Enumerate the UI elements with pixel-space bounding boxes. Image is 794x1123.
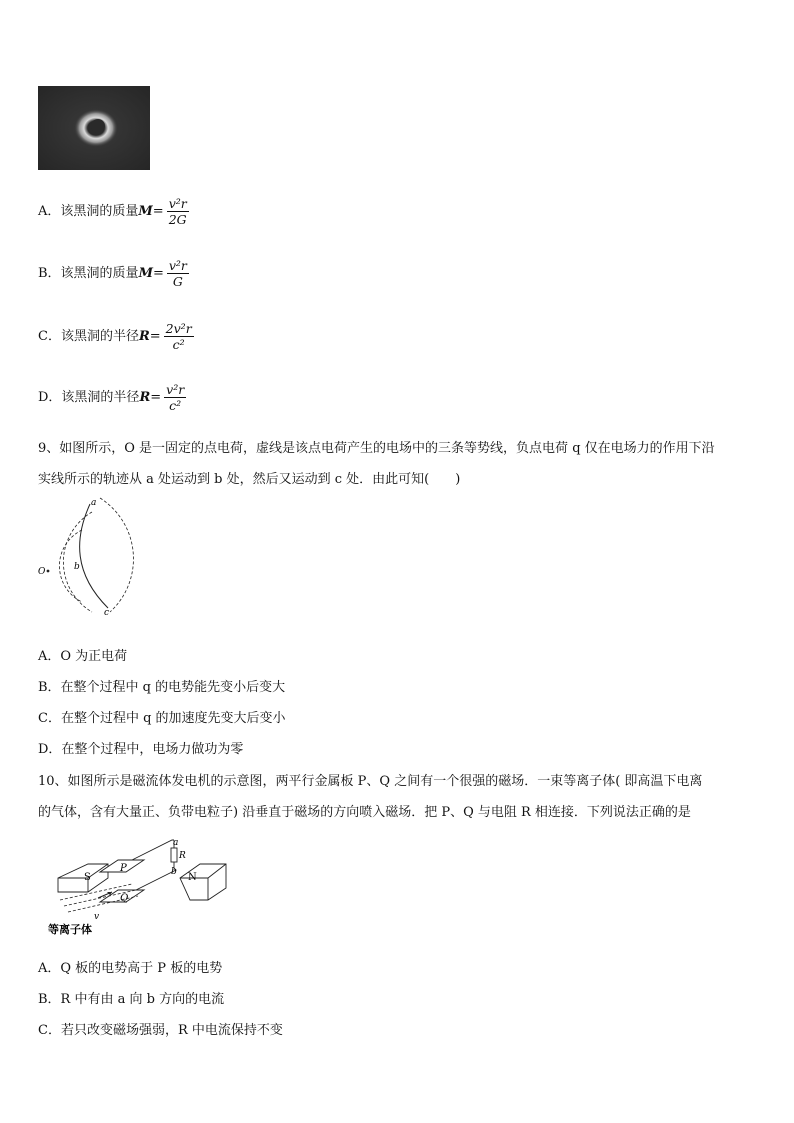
label-P: P (120, 863, 127, 874)
label-c: c (104, 608, 110, 616)
fraction-d: $\frac{\text{v²r}}{\text{c²}}$ (166, 382, 185, 413)
label-S: S (84, 872, 91, 883)
black-hole-ring-graphic (38, 86, 150, 170)
question-10-stem-line2: 的气体，含有大量正、负带电粒子) 沿垂直于磁场的方向喷入磁场．把 P、Q 与电阻 R 相连接．下列说法正确的是 (38, 805, 691, 820)
charge-point (47, 570, 50, 573)
label-b: b (74, 562, 80, 572)
q9-option-a: A．O 为正电荷 (38, 649, 128, 664)
black-hole-image (38, 86, 150, 170)
fraction-a: $\frac{\text{v²r}}{2G}$ (168, 196, 187, 227)
fraction-b: $\frac{\text{v²r}}{G}$ (168, 258, 187, 289)
q10-option-a: A．Q 板的电势高于 P 板的电势 (38, 961, 223, 976)
q9-option-c: C．在整个过程中 q 的加速度先变大后变小 (38, 711, 286, 726)
label-R: R (179, 851, 186, 861)
option-b: B．该黑洞的质量M= $\frac{\text{v²r}}{G}$ (38, 258, 187, 289)
question-10-stem-line1: 10、如图所示是磁流体发电机的示意图，两平行金属板 P、Q 之间有一个很强的磁场．一束等离子体( 即高温下电离 (38, 774, 703, 789)
label-Q: Q (120, 893, 129, 904)
q9-option-d: D．在整个过程中，电场力做功为零 (38, 742, 244, 757)
mhd-generator-figure (40, 834, 230, 938)
q10-option-b: B．R 中有由 a 向 b 方向的电流 (38, 992, 225, 1007)
question-9-stem-line2: 实线所示的轨迹从 a 处运动到 b 处，然后又运动到 c 处．由此可知( ) (38, 472, 461, 487)
label-v: v (94, 912, 100, 922)
fraction-c: $\frac{\text{2v²r}}{\text{c²}}$ (165, 321, 192, 352)
q10-option-c: C．若只改变磁场强弱，R 中电流保持不变 (38, 1023, 283, 1038)
option-a: A．该黑洞的质量M= $\frac{\text{v²r}}{2G}$ (38, 196, 187, 227)
option-d: D．该黑洞的半径R= $\frac{\text{v²r}}{\text{c²}}$ (38, 382, 185, 413)
label-a: a (91, 498, 97, 508)
label-O: O (38, 567, 46, 577)
equipotential-line-outer (100, 498, 133, 612)
caption-plasma: 等离子体 (48, 923, 92, 936)
label-a: a (173, 838, 179, 848)
resistor-R (171, 848, 177, 862)
option-c: C．该黑洞的半径R= $\frac{\text{2v²r}}{\text{c²}}$ (38, 321, 192, 352)
equipotential-figure (34, 494, 134, 616)
label-N: N (188, 872, 197, 883)
trajectory-line (80, 504, 108, 608)
label-b: b (171, 867, 177, 877)
question-9-stem-line1: 9、如图所示，O 是一固定的点电荷，虚线是该点电荷产生的电场中的三条等势线，负点电荷 q 仅在电场力的作用下沿 (38, 441, 715, 456)
q9-option-b: B．在整个过程中 q 的电势能先变小后变大 (38, 680, 286, 695)
